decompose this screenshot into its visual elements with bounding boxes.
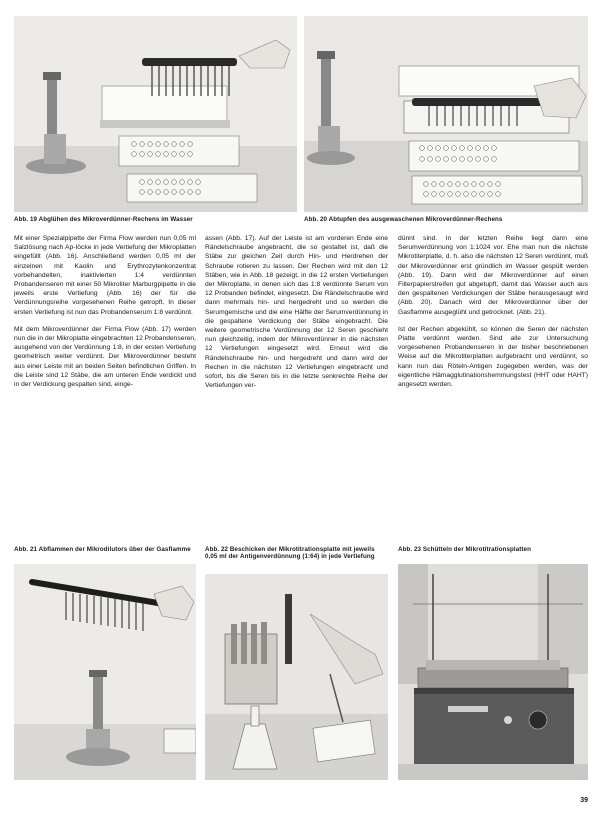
paragraph: Ist der Rechen abgekühlt, so können die Seren der nächsten Platte verdünnt werden. Sind alle zur Untersuchung vorgesehenen Probandenseren in der bisher beschriebenen Weise auf die Mikrotiterplatten aufgebracht und verdünnt, so kann nun das Röteln-Antigen zugegeben werden, was der eigentliche Hämagglutinationshemmungstest (HHT oder HAHT) angesetzt werden. (398, 325, 588, 389)
caption-abb20: Abb. 20 Abtupfen des ausgewaschenen Mikroverdünner-Rechens (304, 216, 503, 223)
caption-abb21: Abb. 21 Abflammen der Mikrodilutors über der Gasflamme (14, 546, 191, 553)
photo-abb19-graphic (14, 16, 297, 212)
photo-abb21-graphic (14, 564, 196, 780)
paragraph: dünnt sind. In der letzten Reihe liegt dann eine Serumverdünnung von 1:1024 vor. Ehe man nun die nächste Mikrotiterplatte, d. h. also die nächsten 12 Seren verdünnt, muß der Mikroverdünner erst gründlich im Wasser gespült werden (Abb. 19). Dann wird der Mikroverdünner auf einen Filterpapierstreifen gut abgetupft, damit das Wasser auch aus den gespaltenen Verdickungen der Stäbe herausgesaugt wird (Abb. 20). Danach wird der Mikroverdünner über der Gasflamme ausgeglüht und getrocknet. (Abb. 21). (398, 235, 588, 316)
photo-abb22 (205, 574, 388, 780)
paragraph: Mit dem Mikroverdünner der Firma Flow (Abb. 17) werden nun die in der Mikroplatte eingebrachten 12 Probandenseren, ausgehend von der Verdünnung 1:8, in der ersten Vertiefung geometrisch weiter verdünnt. Der Mikroverdünner besteht aus einer Leiste mit an beiden Seiten befindlichen Griffen. In die Leiste sind 12 Stäbe, die am unteren Ende verdickt und in der Verdickung gespalten sind, einge- (14, 325, 196, 389)
photo-abb21 (14, 564, 196, 780)
photo-abb20-graphic (304, 16, 588, 212)
paragraph: assen (Abb. 17). Auf der Leiste ist am vorderen Ende eine Rändelschraube angebracht, die so gestaltet ist, daß die Stäbe zur gleichen Zeit durch Hin- und Herdrehen der Schraube rotieren zu lassen. Der Rechen wird mit den 12 Stäben, wie in Abb. 18 gezeigt, in die 12 ersten Vertiefungen der Mikroplatte, in denen sich das 1:8 verdünnte Serum von 12 Probanden befindet, eingesetzt. Die Rändelschraube wird dann mehrmals hin- und hergedreht und so werden die Serumgemische und die eine Hälfte der Serumverdünnung in die gespaltene Verdickung der Stäbe eingebracht. Die weitere geometrische Verdünnung der 12 Seren geschieht nun gleichzeitig, indem der Mikroverdünner in die nächsten 12 Vertiefungen eingesetzt wird. Erneut wird die Rändelschraube hin- und hergedreht und dann wird der Rechen in die nächsten 12 Vertiefungen eingebracht und sofort, bis die Seren bis in die letzte senkrechte Reihe der Vertiefungen ver- (205, 235, 388, 390)
photo-abb22-graphic (205, 574, 388, 780)
caption-abb22: Abb. 22 Beschicken der Mikrotitrationsplatte mit jeweils 0,05 ml der Antigenverdünnung (1:64) in jede Vertiefung (205, 546, 375, 561)
caption-abb19: Abb. 19 Abglühen des Mikroverdünner-Rechens im Wasser (14, 216, 193, 223)
text-column-1 (14, 234, 196, 397)
photo-abb19 (14, 16, 297, 212)
text-column-2 (205, 234, 388, 398)
paragraph: Mit einer Spezialpipette der Firma Flow werden nun 0,05 ml Salzlösung nach Ap-Iöcke in jede Vertiefung der Mikroplatten eingefüllt (Abb. 16). Anschließend werden 0,05 ml der einzelnen mit Kaolin und Erythrozytenkonzentrat vorbehandelten, inaktivierten 1:4 verdünnten Probandenseren mit einer 50 Mikroliter Marburgpipette in die jeweils erste Vertiefung (Abb. 16) der für die Verdünnungsreihe vorgesehenen Reihe getropft. In dieser ersten Vertiefung ist nun das Probandenserum 1:8 verdünnt. (14, 235, 196, 316)
caption-abb23: Abb. 23 Schütteln der Mikrotitrationsplatten (398, 546, 531, 553)
text-column-3 (398, 234, 588, 397)
photo-abb20 (304, 16, 588, 212)
photo-abb23 (398, 564, 588, 780)
page-number: 39 (580, 797, 588, 804)
photo-abb23-graphic (398, 564, 588, 780)
